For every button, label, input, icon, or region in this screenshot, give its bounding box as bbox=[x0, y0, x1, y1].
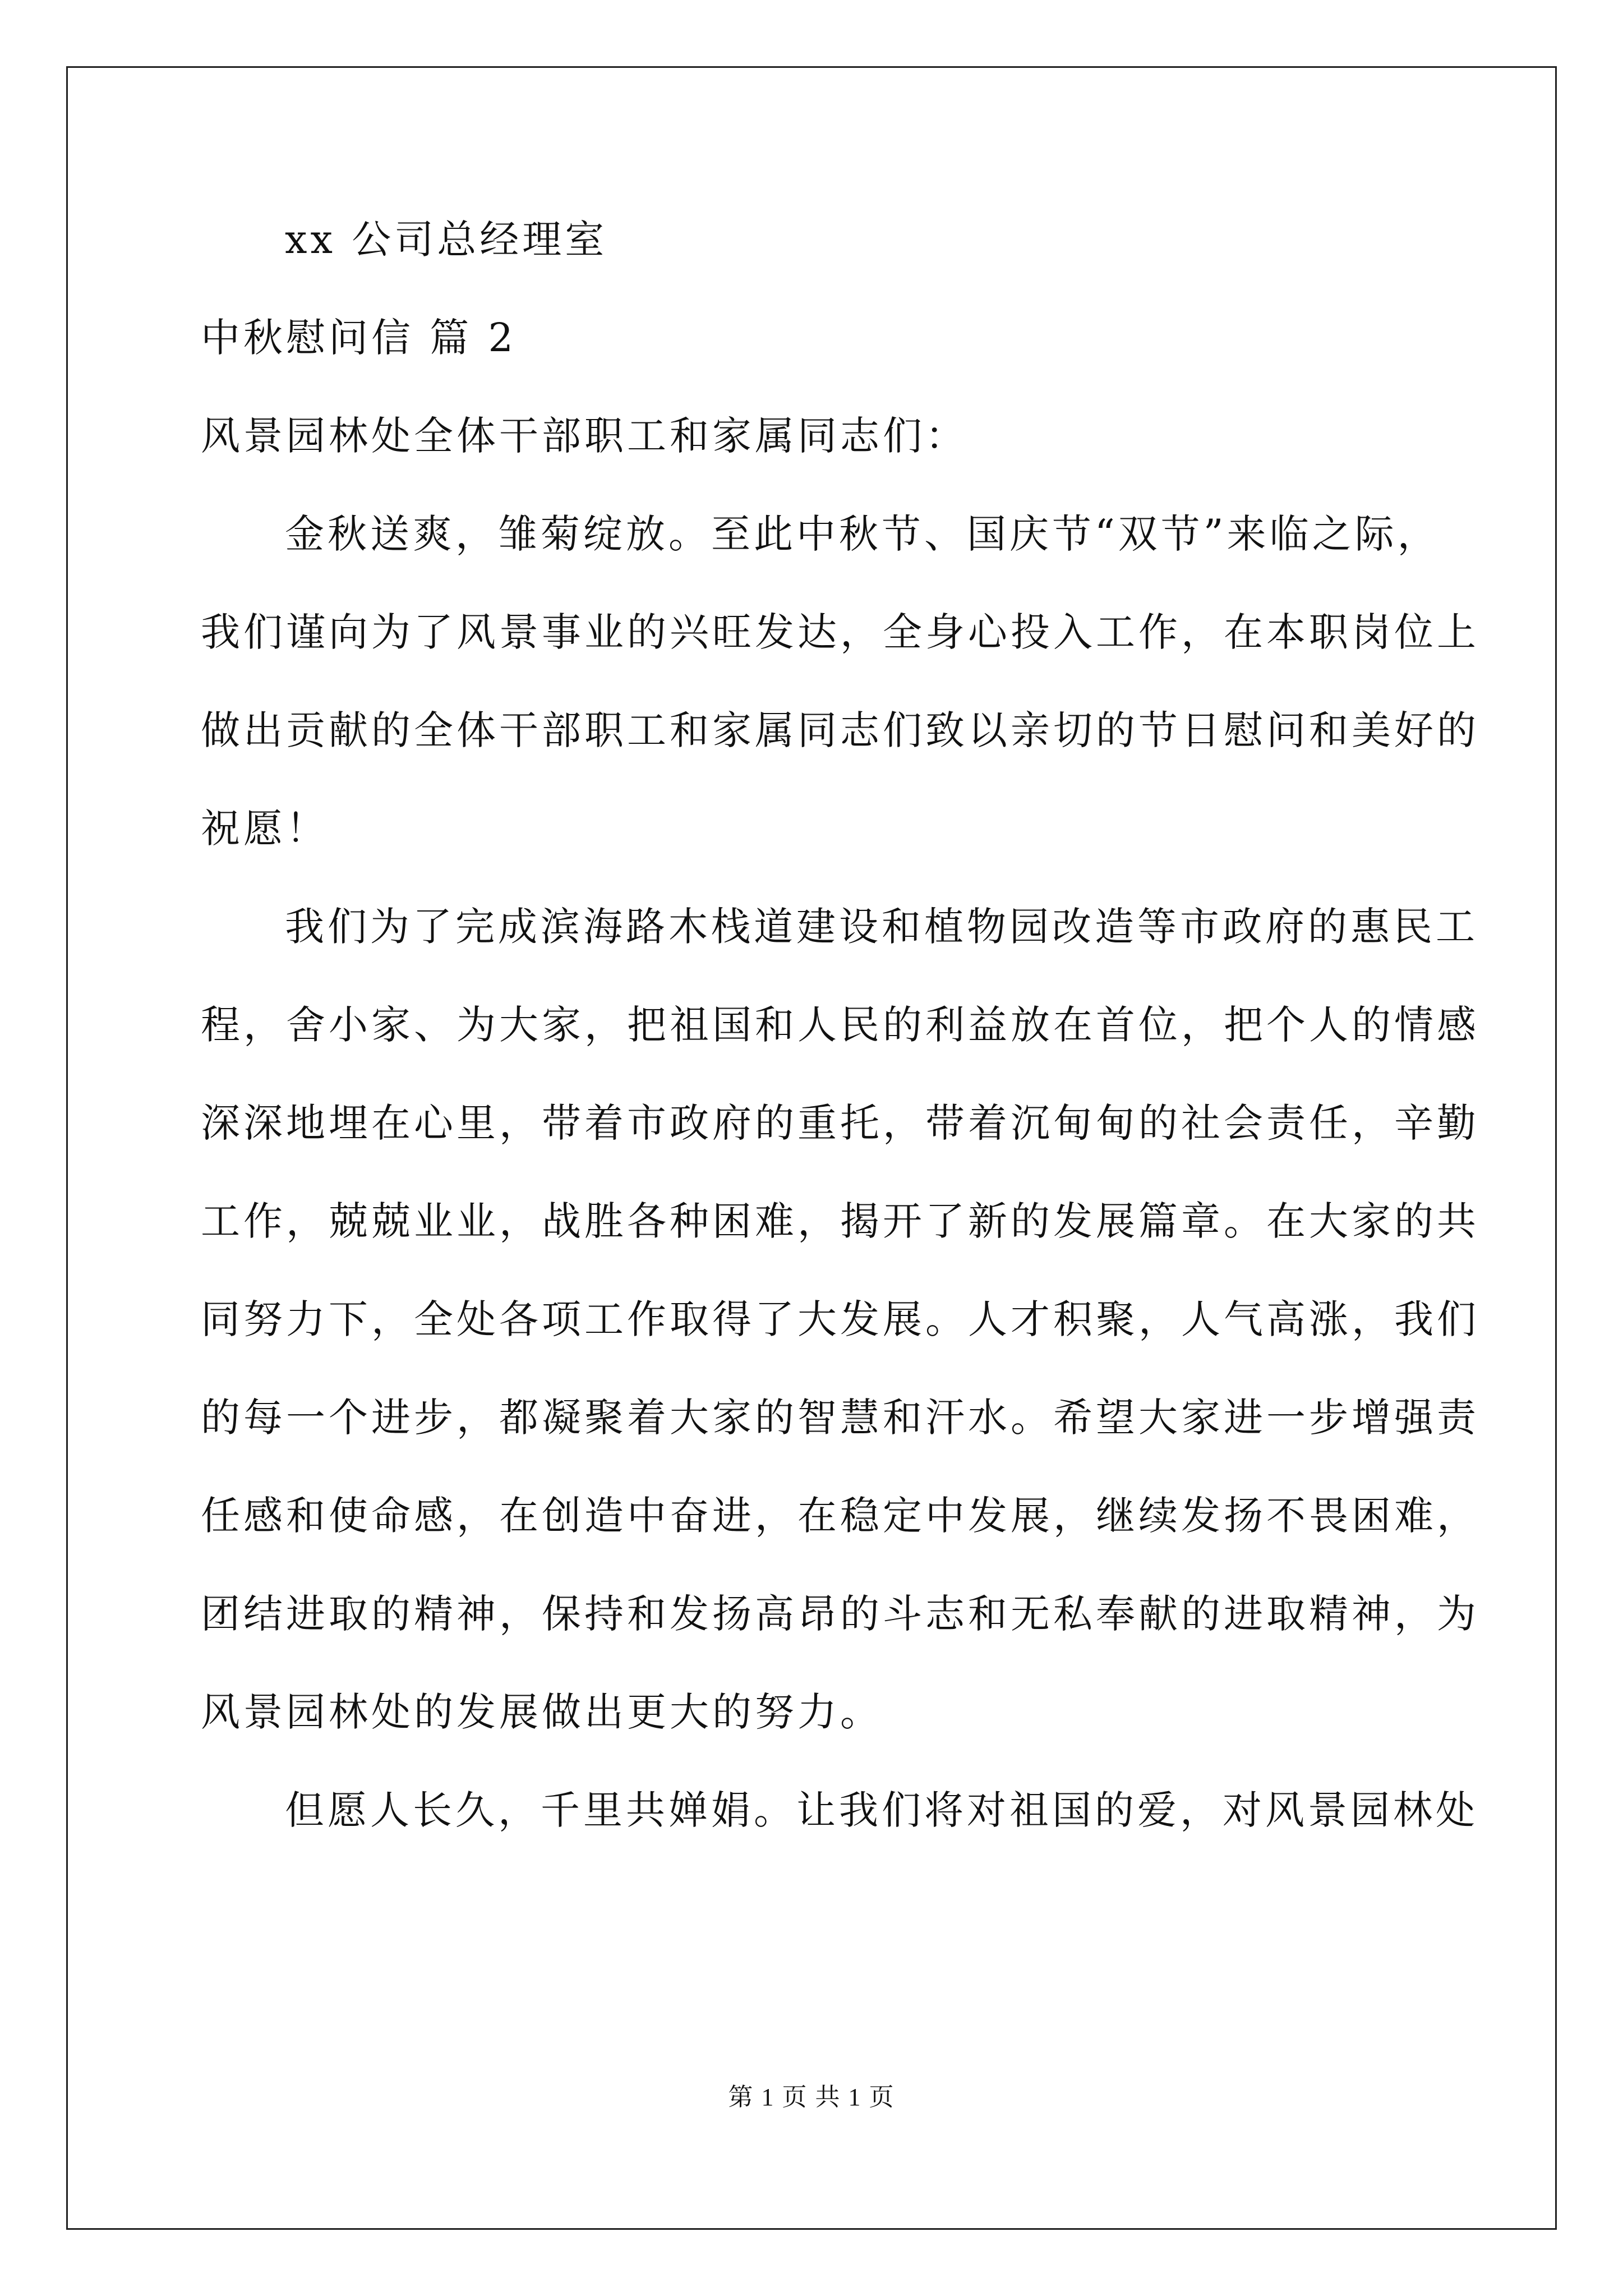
paragraph-line: 但愿人长久，千里共婵娟。让我们将对祖国的爱，对风景园林处 bbox=[285, 1787, 1478, 1833]
paragraph-line: 我们为了完成滨海路木栈道建设和植物园改造等市政府的惠民工 bbox=[285, 904, 1478, 950]
document-body bbox=[201, 191, 1479, 1860]
paragraph-line: 团结进取的精神，保持和发扬高昂的斗志和无私奉献的进取精神，为 bbox=[201, 1591, 1479, 1637]
page-footer: 第 1 页 共 1 页 bbox=[728, 2083, 895, 2111]
paragraph-line: 祝愿！ bbox=[201, 806, 329, 852]
salutation: 风景园林处全体干部职工和家属同志们： bbox=[201, 413, 968, 459]
paragraph-line: 同努力下，全处各项工作取得了大发展。人才积聚，人气高涨，我们 bbox=[201, 1296, 1479, 1342]
paragraph-line: 金秋送爽，雏菊绽放。至此中秋节、国庆节“双节”来临之际， bbox=[285, 511, 1440, 557]
paragraph-line: 深深地埋在心里，带着市政府的重托，带着沉甸甸的社会责任，辛勤 bbox=[201, 1100, 1479, 1146]
paragraph-line: 的每一个进步，都凝聚着大家的智慧和汗水。希望大家进一步增强责 bbox=[201, 1395, 1479, 1441]
paragraph-line: 程，舍小家、为大家，把祖国和人民的利益放在首位，把个人的情感 bbox=[201, 1002, 1479, 1048]
paragraph-line: 做出贡献的全体干部职工和家属同志们致以亲切的节日慰问和美好的 bbox=[201, 707, 1479, 753]
section-heading: 中秋慰问信 篇 2 bbox=[201, 315, 517, 361]
paragraph-line: 我们谨向为了风景事业的兴旺发达，全身心投入工作，在本职岗位上 bbox=[201, 609, 1479, 655]
paragraph-line: 工作，兢兢业业，战胜各种困难，揭开了新的发展篇章。在大家的共 bbox=[201, 1198, 1479, 1244]
paragraph-line: 风景园林处的发展做出更大的努力。 bbox=[201, 1689, 883, 1735]
paragraph-line: 任感和使命感，在创造中奋进，在稳定中发展，继续发扬不畏困难， bbox=[201, 1493, 1479, 1539]
signature-line: xx 公司总经理室 bbox=[285, 217, 608, 263]
